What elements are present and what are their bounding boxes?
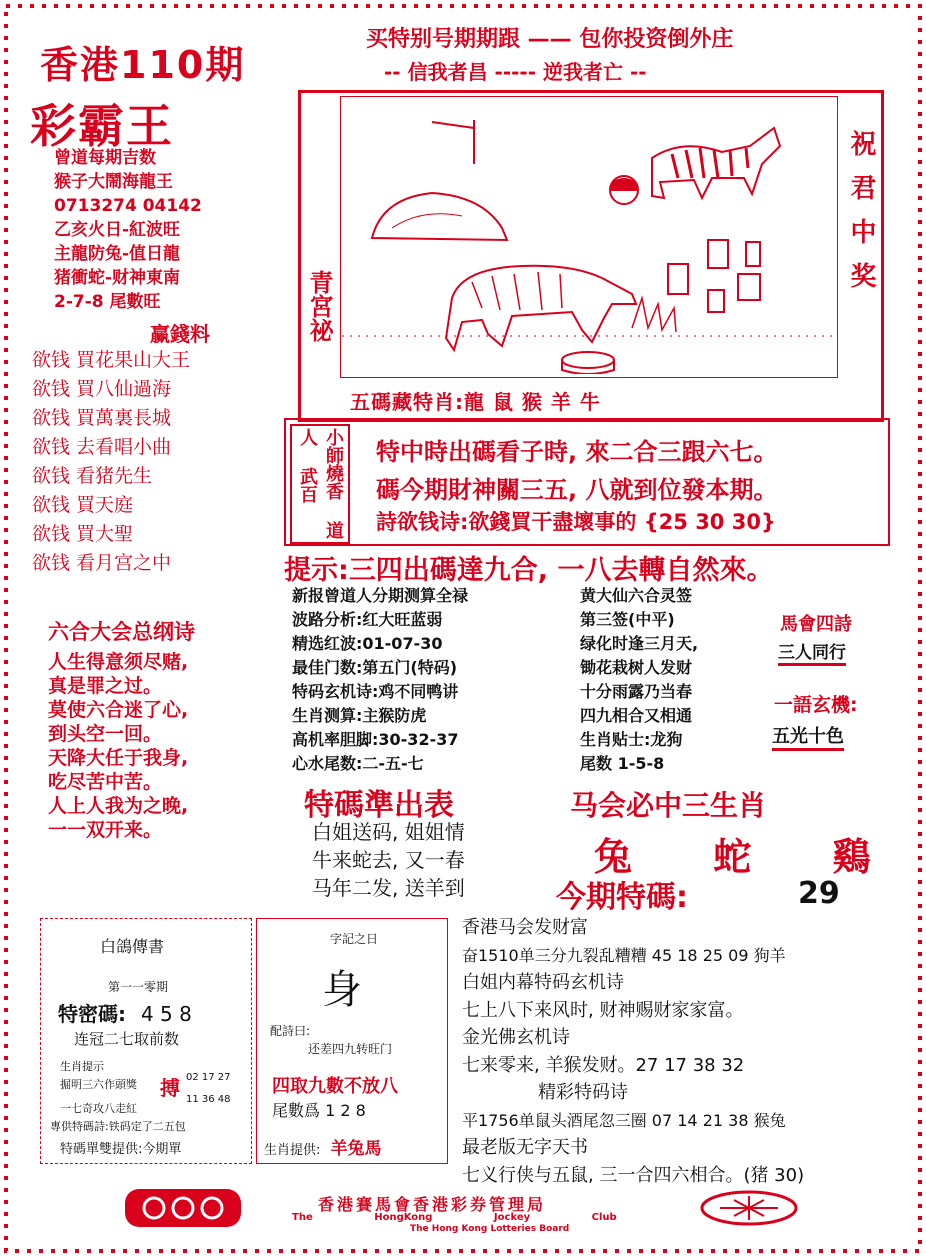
side-box-2-value: 五光十色: [772, 722, 844, 751]
poem-line: 人上人我为之晚,: [48, 795, 189, 817]
issue-title: 香港110期: [40, 43, 246, 87]
footer-en-2: The Hong Kong Lotteries Board: [410, 1224, 570, 1234]
pigeon-provider: 專供特碼詩:铁码定了二五包: [50, 1120, 186, 1133]
picture-side-left: 青宮祕: [305, 270, 333, 342]
poem-line: 人生得意须尽赌,: [48, 651, 189, 673]
br-line: 白姐内幕特码玄机诗: [462, 972, 624, 993]
analysis-line: 生肖测算:主猴防虎: [292, 706, 427, 725]
sign-line: 生肖贴士:龙狗: [580, 730, 683, 749]
pigeon-code: [58, 998, 192, 1027]
list-item: 欲钱 買花果山大王: [32, 349, 191, 371]
pigeon-header: 白鴿傳書: [100, 937, 165, 956]
char-zodiac-value: 羊兔馬: [330, 1139, 382, 1159]
today-number: 29: [798, 876, 840, 911]
picture-side-right: 祝君中奖: [846, 130, 876, 306]
pigeon-tip-label: 生肖提示: [60, 1060, 104, 1073]
analysis-line: 心水尾数:二-五-七: [292, 754, 424, 773]
char-poem: 还差四九转旺门: [308, 1042, 393, 1056]
side-box-2-title: 一語玄機:: [774, 694, 858, 716]
special-line: 白姐送码, 姐姐情: [312, 820, 465, 844]
br-line: 香港马会发财富: [462, 917, 588, 938]
char-zodiac-label: 生肖提供:: [264, 1143, 321, 1158]
char-tail: 尾數爲 1 2 8: [272, 1101, 366, 1120]
br-line: 精彩特码诗: [538, 1082, 628, 1103]
footer-title: 香港賽馬會香港彩券管理局: [318, 1195, 547, 1214]
pigeon-issue: 第一一零期: [108, 980, 169, 994]
analysis-block: [292, 584, 468, 776]
pigeon-tip-text: 掘明三六作頭獎: [60, 1078, 137, 1091]
analysis-line: 高机率胆脚:30-32-37: [292, 730, 459, 749]
pigeon-note: 连冠二七取前数: [74, 1030, 180, 1048]
analysis-line: 最佳门数:第五门(特码): [292, 658, 458, 677]
list-item: 欲钱 看猪先生: [32, 465, 153, 487]
char-red-line: 四取九數不放八: [272, 1076, 398, 1097]
pigeon-tip-2: 一七奇攻八走紅: [60, 1102, 137, 1115]
pigeon-code-label: 特密碼:: [58, 1002, 126, 1026]
picture-illustration: [342, 98, 834, 374]
br-line: 金光佛玄机诗: [462, 1027, 570, 1048]
poem-line: 莫使六合迷了心,: [48, 699, 189, 721]
poem-line: 吃尽苦中苦。: [48, 771, 163, 793]
banner-line-3: 詩欲钱诗:欲錢買干盡壞事的 {25 30 30}: [376, 510, 776, 534]
info-line: 2-7-8 尾數旺: [54, 292, 161, 312]
zodiac-title: 马会必中三生肖: [570, 789, 767, 822]
sign-line: 十分雨露乃当春: [580, 682, 693, 701]
info-line: 主龍防兔-值日龍: [54, 244, 181, 264]
info-line: 猪衝蛇-财神東南: [54, 268, 181, 288]
footer-en-1: The HongKong Jockey Club: [292, 1212, 617, 1223]
jockey-club-logo: [124, 1188, 242, 1228]
pigeon-nums-label: 搏: [160, 1076, 180, 1100]
bottom-right-block: [462, 914, 804, 1189]
list-item: 欲钱 看月宫之中: [32, 552, 172, 574]
br-line: 七义行侠与五鼠, 三一合四六相合。(猪 30): [462, 1164, 805, 1186]
list-item: 欲钱 買天庭: [32, 494, 134, 516]
money-title: 赢錢料: [150, 322, 210, 346]
sign-line: 四九相合又相通: [580, 706, 693, 725]
hint-label: 提示:: [284, 555, 349, 586]
sign-line: 尾数 1-5-8: [580, 754, 665, 773]
banner-line-2: 碼今期財神關三五, 八就到位發本期。: [376, 476, 778, 504]
side-box-1-title: 馬會四詩: [780, 614, 852, 635]
analysis-line: 特码玄机诗:鸡不同鸭讲: [292, 682, 459, 701]
br-line: 奋1510单三分九裂乱糟糟 45 18 25 09 狗羊: [462, 945, 786, 965]
hint-text: 三四出碼達九合, 一八去轉自然來。: [348, 555, 774, 586]
special-body: [312, 818, 465, 902]
poem-title: 六合大会总纲诗: [48, 620, 195, 644]
info-line: 猴子大鬧海龍王: [54, 172, 173, 192]
banner-stamp: 小師燒香 道人 武百: [290, 424, 350, 544]
side-box-1-value: 三人同行: [778, 638, 846, 666]
char-main: 身: [322, 967, 362, 1013]
sign-line: 绿化时逢三月天,: [580, 634, 699, 653]
poem-line: 天降大任于我身,: [48, 747, 189, 769]
list-item: 欲钱 買萬裏長城: [32, 407, 172, 429]
today-label: 今期特碼:: [556, 880, 688, 915]
pigeon-code-value: 4 5 8: [140, 1002, 192, 1026]
br-line: 七来零来, 羊猴发财。27 17 38 32: [462, 1054, 745, 1076]
sign-line: 黄大仙六合灵签: [580, 586, 693, 605]
info-line: 0713274 04142: [54, 196, 202, 216]
analysis-line: 精选红波:01-07-30: [292, 634, 443, 653]
hint-line: [284, 548, 773, 587]
br-line: 七上八下来风时, 财神赐财家家富。: [462, 999, 744, 1021]
special-title: 特碼準出表: [304, 788, 454, 823]
banner-line-1: 特中時出碼看子時, 來二合三跟六七。: [376, 438, 778, 466]
special-line: 马年二发, 送羊到: [312, 876, 465, 900]
pigeon-nums-2: 11 36 48: [186, 1094, 231, 1105]
poem-line: 一一双开来。: [48, 819, 163, 841]
poem-line: 到头空一回。: [48, 723, 163, 745]
list-item: 欲钱 去看唱小曲: [32, 436, 172, 458]
br-line: 最老版无字天书: [462, 1137, 588, 1158]
br-line: 平1756单鼠头酒尾忽三圈 07 14 21 38 猴兔: [462, 1110, 786, 1130]
left-info: [54, 146, 202, 314]
poem-body: [48, 650, 188, 842]
sign-block: [580, 584, 698, 776]
header-slogan-1: 买特别号期期跟 —— 包你投资倒外庄: [366, 27, 734, 52]
brand-title: 彩霸王: [30, 99, 174, 153]
sign-line: 锄花栽树人发财: [580, 658, 693, 677]
sign-line: 第三签(中平): [580, 610, 675, 629]
list-item: 欲钱 買大聖: [32, 523, 134, 545]
special-line: 牛来蛇去, 又一春: [312, 848, 465, 872]
char-poem-label: 配詩曰:: [270, 1024, 311, 1038]
header-slogan-2: -- 信我者昌 ----- 逆我者亡 --: [384, 60, 647, 84]
poem-line: 真是罪之过。: [48, 675, 163, 697]
analysis-line: 新报曾道人分期测算全禄: [292, 586, 469, 605]
lotteries-board-logo: [700, 1190, 798, 1226]
zodiac-animals: 兔 蛇 鷄: [594, 835, 905, 879]
picture-caption: 五碼藏特肖:龍 鼠 猴 羊 牛: [350, 390, 601, 414]
analysis-line: 波路分析:红大旺蓝弱: [292, 610, 443, 629]
pigeon-nums-1: 02 17 27: [186, 1072, 231, 1083]
char-head: 字記之日: [330, 932, 379, 946]
money-list: [32, 346, 190, 578]
info-line: 曾道每期吉数: [54, 148, 156, 168]
char-zodiac: [264, 1134, 382, 1159]
list-item: 欲钱 買八仙過海: [32, 378, 172, 400]
pigeon-footer: 特碼單雙提供:今期單: [60, 1142, 182, 1157]
info-line: 乙亥火日-紅波旺: [54, 220, 181, 240]
